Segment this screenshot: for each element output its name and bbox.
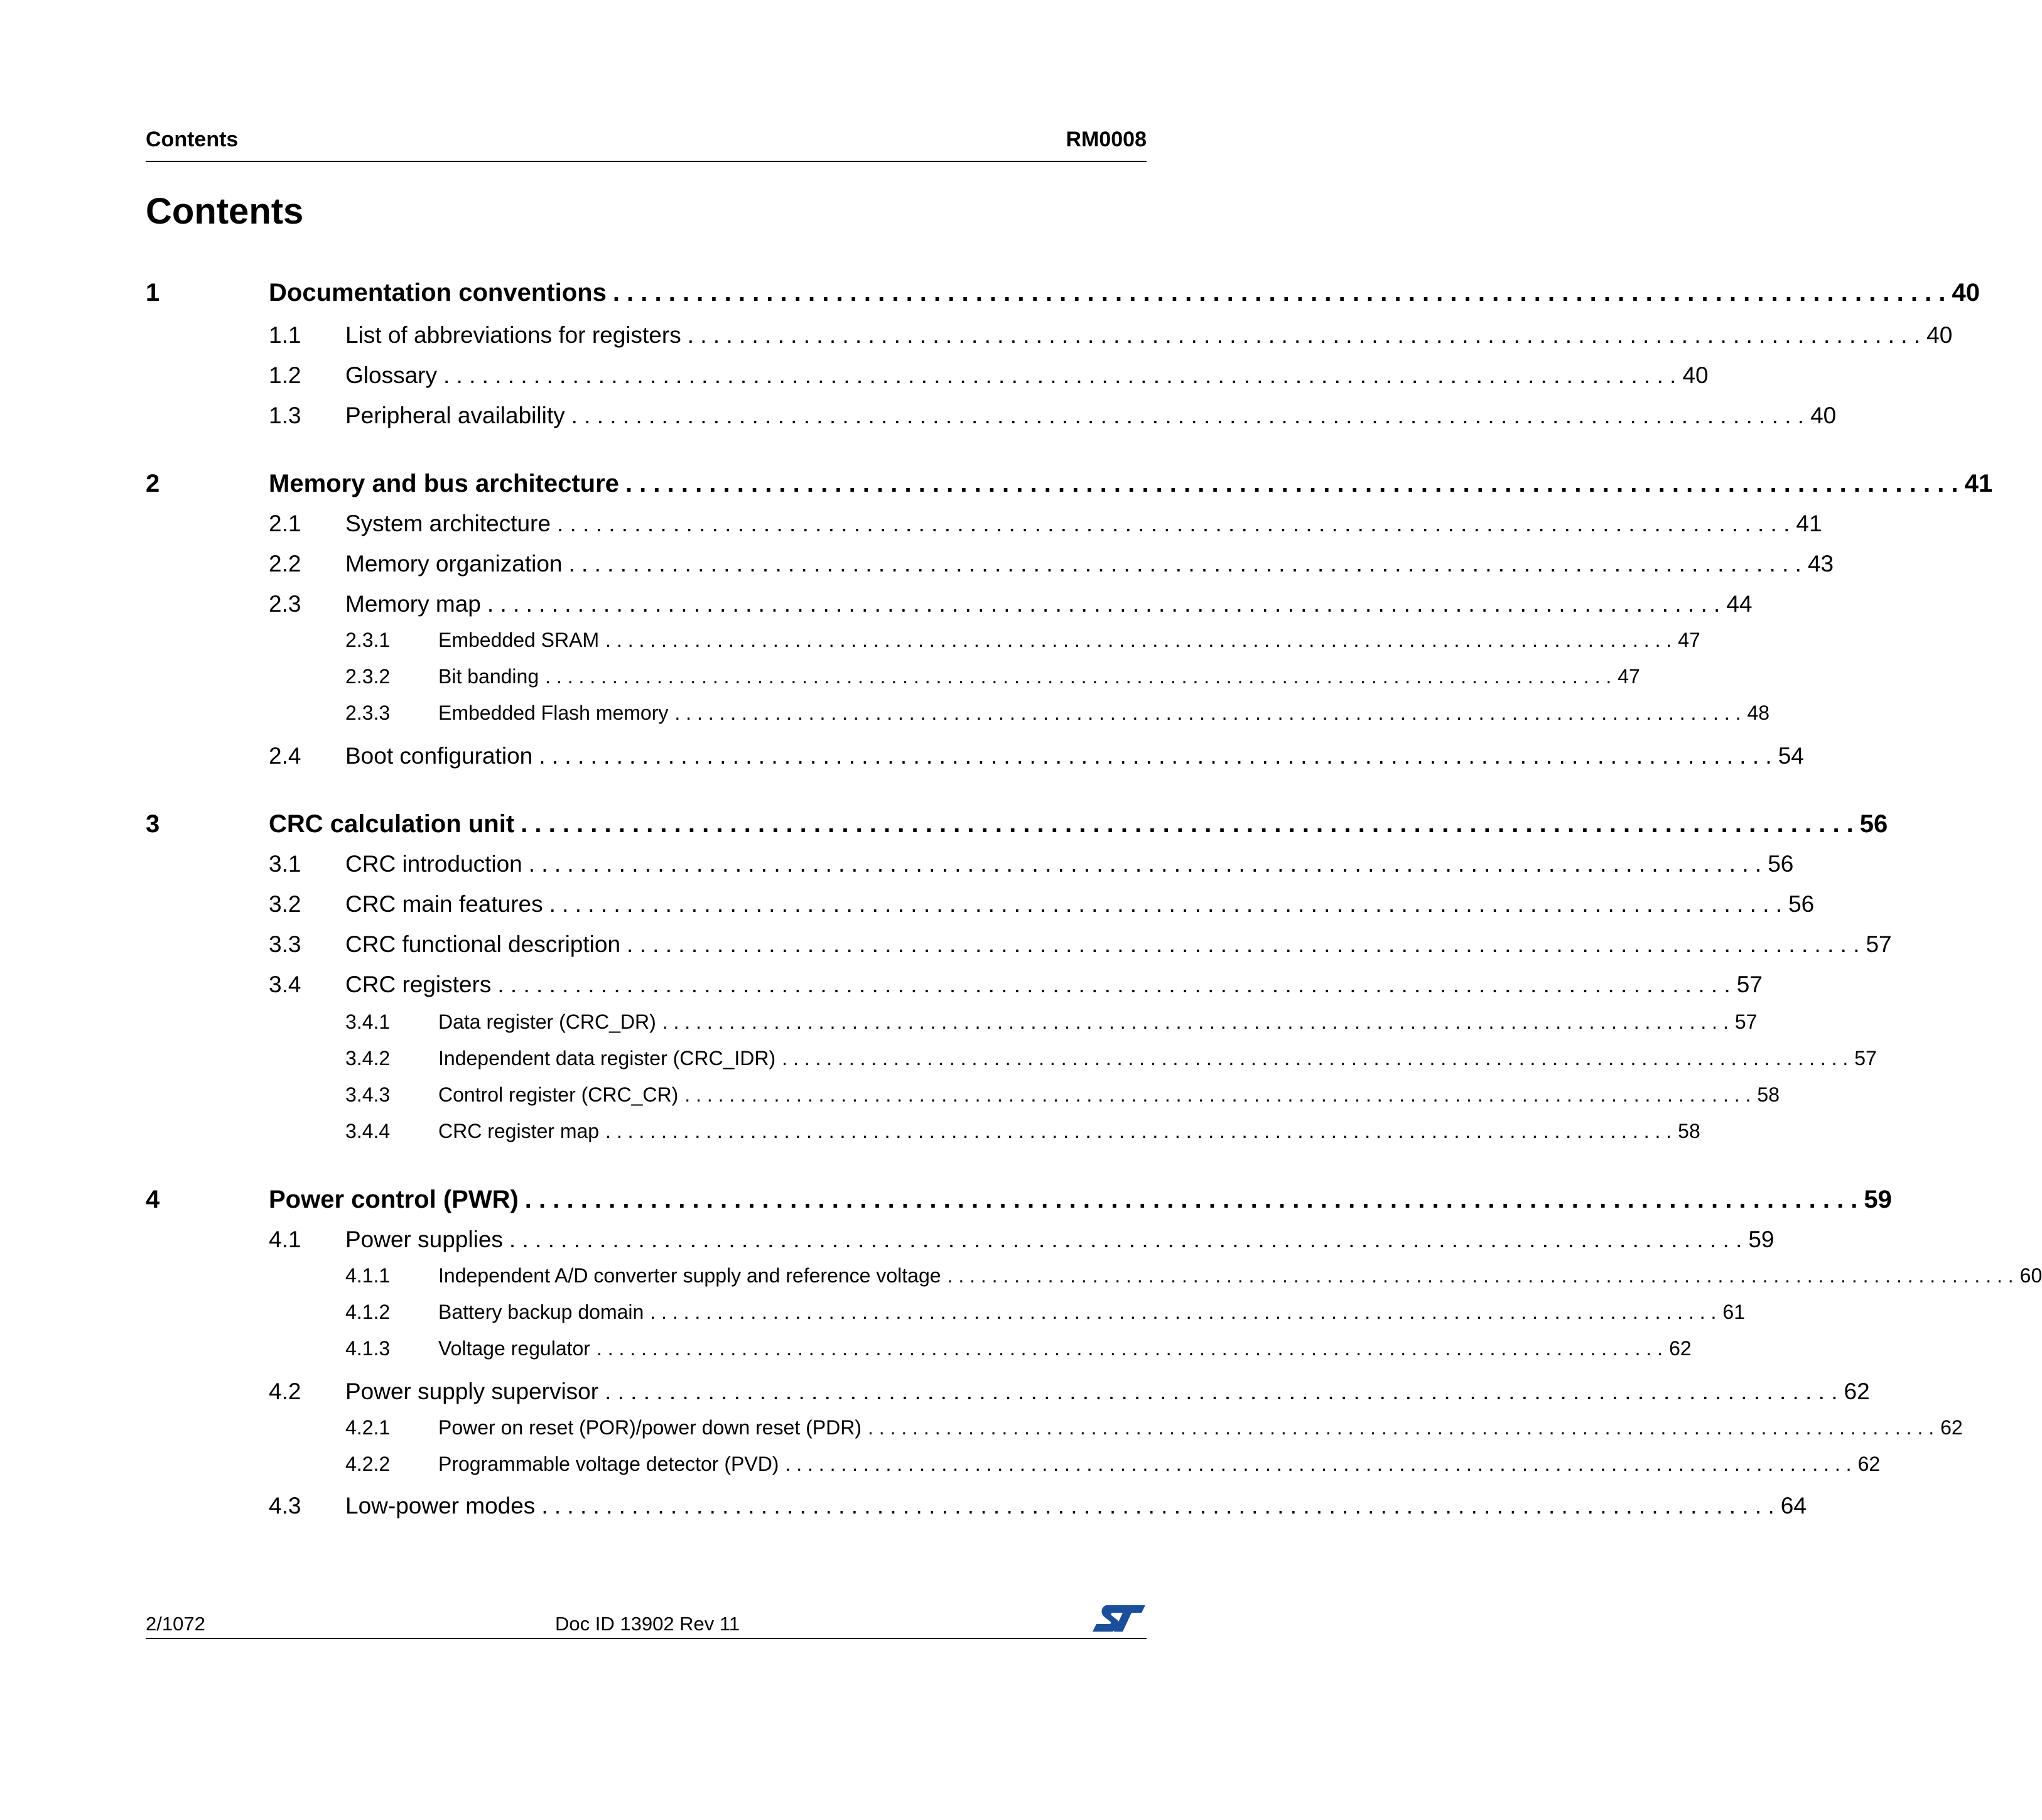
toc-entry-line bbox=[438, 1118, 1700, 1144]
toc-entry[interactable] bbox=[146, 276, 1980, 309]
toc-entry-line bbox=[438, 1299, 1745, 1325]
toc-entry[interactable] bbox=[146, 970, 1763, 1000]
toc-entry[interactable] bbox=[146, 509, 1822, 539]
toc-entry-line bbox=[345, 1225, 1775, 1255]
dot-leader: . . . . . . . . . . . . . . . . . . . . . . . . . . . . . . . . . . . . . . . . . . . . . . . . . . . . . . . . . . . . . . . . . . . . . . . . . . . . . . . . . . . . . . . . . . . . . . . . bbox=[549, 891, 1783, 917]
toc-entry-title: Independent data register (CRC_IDR) bbox=[438, 1047, 776, 1070]
toc-entry-page: 41 bbox=[1964, 470, 1993, 497]
toc-entry-number: 3.2 bbox=[269, 891, 301, 917]
dot-leader: . . . . . . . . . . . . . . . . . . . . . . . . . . . . . . . . . . . . . . . . . . . . . . . . . . . . . . . . . . . . . . . . . . . . . . . . . . . . . . . . . . . . . . . . . . . . . . . . bbox=[568, 551, 1802, 577]
toc-entry-title: Documentation conventions bbox=[269, 279, 607, 306]
toc-entry-title: Programmable voltage detector (PVD) bbox=[438, 1453, 779, 1475]
toc-entry-line bbox=[269, 808, 1888, 840]
toc-entry-page: 62 bbox=[1940, 1416, 1963, 1439]
toc-entry-line bbox=[269, 1183, 1892, 1216]
toc-entry-number: 3.4.3 bbox=[345, 1083, 391, 1106]
toc-entry-line bbox=[345, 1377, 1870, 1407]
toc-entry-line bbox=[438, 1009, 1758, 1035]
toc-entry-page: 57 bbox=[1736, 972, 1763, 997]
toc-entry-title: System architecture bbox=[345, 511, 551, 536]
toc-entry-page: 43 bbox=[1807, 551, 1834, 577]
dot-leader: . . . . . . . . . . . . . . . . . . . . . . . . . . . . . . . . . . . . . . . . . . . . . . . . . . . . . . . . . . . . . . . . . . . . . . . . . . . . . . . . . . . . . . . . . . . . . . . . bbox=[684, 1083, 1751, 1106]
toc-entry-page: 48 bbox=[1747, 701, 1770, 724]
toc-entry-line bbox=[345, 1491, 1807, 1521]
toc-entry-line bbox=[345, 360, 1709, 391]
toc-entry[interactable] bbox=[146, 1451, 1881, 1477]
toc-entry-line bbox=[345, 589, 1753, 619]
toc-entry-number: 2.2 bbox=[269, 551, 301, 577]
toc-entry-title: Power supplies bbox=[345, 1227, 503, 1252]
toc-entry-title: Voltage regulator bbox=[438, 1337, 590, 1360]
footer-rule bbox=[146, 1638, 1147, 1639]
toc-entry-title: Power supply supervisor bbox=[345, 1379, 599, 1404]
toc-entry-number: 4.2.1 bbox=[345, 1416, 391, 1439]
toc-entry-number: 4.1.2 bbox=[345, 1301, 391, 1323]
toc-entry-page: 61 bbox=[1722, 1301, 1745, 1323]
dot-leader: . . . . . . . . . . . . . . . . . . . . . . . . . . . . . . . . . . . . . . . . . . . . . . . . . . . . . . . . . . . . . . . . . . . . . . . . . . . . . . . . . . . . . . . . . . . . . . . . bbox=[524, 1186, 1858, 1213]
toc-entry-title: Boot configuration bbox=[345, 743, 533, 769]
toc-entry-number: 2 bbox=[146, 470, 160, 497]
toc-entry-number: 4.1.3 bbox=[345, 1337, 391, 1360]
st-logo-icon bbox=[1093, 1600, 1145, 1633]
toc-entry-line bbox=[269, 276, 1980, 309]
toc-entry-number: 2.3.1 bbox=[345, 629, 391, 651]
toc-entry[interactable] bbox=[146, 1045, 1877, 1071]
toc-entry-title: List of abbreviations for registers bbox=[345, 322, 681, 348]
toc-entry-number: 2.3.2 bbox=[345, 665, 391, 688]
toc-entry-page: 57 bbox=[1854, 1047, 1877, 1070]
toc-entry-line bbox=[438, 1414, 1963, 1441]
toc-entry-line bbox=[345, 320, 1953, 350]
toc-entry[interactable] bbox=[146, 1225, 1775, 1255]
toc-entry-page: 60 bbox=[2019, 1264, 2042, 1287]
dot-leader: . . . . . . . . . . . . . . . . . . . . . . . . . . . . . . . . . . . . . . . . . . . . . . . . . . . . . . . . . . . . . . . . . . . . . . . . . . . . . . . . . . . . . . . . . . . . . . . . bbox=[612, 279, 1946, 306]
toc-entry-number: 1.1 bbox=[269, 322, 301, 348]
toc-entry-number: 4.2 bbox=[269, 1379, 301, 1404]
toc-entry[interactable] bbox=[146, 1262, 2042, 1289]
toc-entry-title: Memory map bbox=[345, 591, 481, 617]
toc-entry-title: Memory organization bbox=[345, 551, 563, 577]
toc-entry-title: Power on reset (POR)/power down reset (PDR) bbox=[438, 1416, 862, 1439]
toc-entry-title: CRC introduction bbox=[345, 851, 522, 877]
toc-entry[interactable] bbox=[146, 401, 1837, 431]
toc-entry[interactable] bbox=[146, 1118, 1700, 1144]
toc-entry[interactable] bbox=[146, 889, 1815, 919]
toc-entry-title: Embedded Flash memory bbox=[438, 701, 669, 724]
toc-entry-page: 41 bbox=[1796, 511, 1822, 536]
toc-entry-number: 3.4.1 bbox=[345, 1010, 391, 1033]
toc-entry-number: 2.1 bbox=[269, 511, 301, 536]
toc-entry[interactable] bbox=[146, 1414, 1963, 1441]
toc-entry[interactable] bbox=[146, 1009, 1758, 1035]
toc-entry-page: 40 bbox=[1926, 322, 1953, 348]
toc-entry[interactable] bbox=[146, 589, 1753, 619]
toc-entry-line bbox=[345, 849, 1794, 879]
toc-entry[interactable] bbox=[146, 549, 1834, 579]
toc-entry-title: Battery backup domain bbox=[438, 1301, 644, 1323]
toc-entry[interactable] bbox=[146, 849, 1794, 879]
toc-entry-line bbox=[438, 1262, 2042, 1289]
dot-leader: . . . . . . . . . . . . . . . . . . . . . . . . . . . . . . . . . . . . . . . . . . . . . . . . . . . . . . . . . . . . . . . . . . . . . . . . . . . . . . . . . . . . . . . . . . . . . . . . bbox=[605, 1379, 1838, 1404]
dot-leader: . . . . . . . . . . . . . . . . . . . . . . . . . . . . . . . . . . . . . . . . . . . . . . . . . . . . . . . . . . . . . . . . . . . . . . . . . . . . . . . . . . . . . . . . . . . . . . . . bbox=[509, 1227, 1742, 1252]
toc-entry-number: 3.4.2 bbox=[345, 1047, 391, 1070]
toc-entry-line bbox=[269, 467, 1993, 500]
toc-entry[interactable] bbox=[146, 700, 1770, 726]
toc-entry-number: 4.1 bbox=[269, 1227, 301, 1252]
dot-leader: . . . . . . . . . . . . . . . . . . . . . . . . . . . . . . . . . . . . . . . . . . . . . . . . . . . . . . . . . . . . . . . . . . . . . . . . . . . . . . . . . . . . . . . . . . . . . . . . bbox=[521, 810, 1854, 838]
toc-entry[interactable] bbox=[146, 1299, 1745, 1325]
footer-doc-id: Doc ID 13902 Rev 11 bbox=[555, 1613, 740, 1635]
toc-entry-page: 62 bbox=[1844, 1379, 1870, 1404]
dot-leader: . . . . . . . . . . . . . . . . . . . . . . . . . . . . . . . . . . . . . . . . . . . . . . . . . . . . . . . . . . . . . . . . . . . . . . . . . . . . . . . . . . . . . . . . . . . . . . . . bbox=[605, 1120, 1672, 1142]
dot-leader: . . . . . . . . . . . . . . . . . . . . . . . . . . . . . . . . . . . . . . . . . . . . . . . . . . . . . . . . . . . . . . . . . . . . . . . . . . . . . . . . . . . . . . . . . . . . . . . . bbox=[571, 403, 1805, 428]
toc-entry-line bbox=[345, 889, 1815, 919]
toc-entry-page: 59 bbox=[1748, 1227, 1775, 1252]
toc-entry-title: CRC functional description bbox=[345, 931, 621, 957]
toc-entry-page: 57 bbox=[1734, 1010, 1758, 1033]
toc-entry-number: 3.4.4 bbox=[345, 1120, 391, 1142]
toc-entry[interactable] bbox=[146, 663, 1640, 690]
toc-entry-title: Power control (PWR) bbox=[269, 1186, 519, 1213]
toc-entry-title: Low-power modes bbox=[345, 1493, 536, 1519]
toc-entry-title: Peripheral availability bbox=[345, 403, 565, 428]
toc-entry[interactable] bbox=[146, 741, 1804, 771]
toc-entry-title: Data register (CRC_DR) bbox=[438, 1010, 656, 1033]
toc-entry[interactable] bbox=[146, 1491, 1807, 1521]
toc-entry[interactable] bbox=[146, 1377, 1870, 1407]
toc-entry-title: Bit banding bbox=[438, 665, 539, 688]
dot-leader: . . . . . . . . . . . . . . . . . . . . . . . . . . . . . . . . . . . . . . . . . . . . . . . . . . . . . . . . . . . . . . . . . . . . . . . . . . . . . . . . . . . . . . . . . . . . . . . . bbox=[596, 1337, 1663, 1360]
toc-entry-page: 40 bbox=[1810, 403, 1837, 428]
dot-leader: . . . . . . . . . . . . . . . . . . . . . . . . . . . . . . . . . . . . . . . . . . . . . . . . . . . . . . . . . . . . . . . . . . . . . . . . . . . . . . . . . . . . . . . . . . . . . . . . bbox=[674, 701, 1741, 724]
toc-entry-number: 3.1 bbox=[269, 851, 301, 877]
dot-leader: . . . . . . . . . . . . . . . . . . . . . . . . . . . . . . . . . . . . . . . . . . . . . . . . . . . . . . . . . . . . . . . . . . . . . . . . . . . . . . . . . . . . . . . . . . . . . . . . bbox=[947, 1264, 2014, 1287]
toc-entry-page: 64 bbox=[1780, 1493, 1807, 1519]
toc-entry-number: 1.3 bbox=[269, 403, 301, 428]
toc-entry[interactable] bbox=[146, 320, 1953, 350]
dot-leader: . . . . . . . . . . . . . . . . . . . . . . . . . . . . . . . . . . . . . . . . . . . . . . . . . . . . . . . . . . . . . . . . . . . . . . . . . . . . . . . . . . . . . . . . . . . . . . . . bbox=[782, 1047, 1849, 1070]
toc-entry-title: CRC register map bbox=[438, 1120, 600, 1142]
toc-entry-number: 3 bbox=[146, 810, 160, 838]
toc-entry-number: 4 bbox=[146, 1186, 160, 1213]
dot-leader: . . . . . . . . . . . . . . . . . . . . . . . . . . . . . . . . . . . . . . . . . . . . . . . . . . . . . . . . . . . . . . . . . . . . . . . . . . . . . . . . . . . . . . . . . . . . . . . . bbox=[497, 972, 1731, 997]
toc-entry[interactable] bbox=[146, 360, 1709, 391]
dot-leader: . . . . . . . . . . . . . . . . . . . . . . . . . . . . . . . . . . . . . . . . . . . . . . . . . . . . . . . . . . . . . . . . . . . . . . . . . . . . . . . . . . . . . . . . . . . . . . . . bbox=[556, 511, 1790, 536]
toc-entry-line bbox=[438, 1045, 1877, 1071]
toc-entry-page: 40 bbox=[1682, 362, 1709, 388]
toc-entry[interactable] bbox=[146, 808, 1888, 840]
dot-leader: . . . . . . . . . . . . . . . . . . . . . . . . . . . . . . . . . . . . . . . . . . . . . . . . . . . . . . . . . . . . . . . . . . . . . . . . . . . . . . . . . . . . . . . . . . . . . . . . bbox=[868, 1416, 1935, 1439]
toc-entry-number: 3.3 bbox=[269, 931, 301, 957]
dot-leader: . . . . . . . . . . . . . . . . . . . . . . . . . . . . . . . . . . . . . . . . . . . . . . . . . . . . . . . . . . . . . . . . . . . . . . . . . . . . . . . . . . . . . . . . . . . . . . . . bbox=[487, 591, 1721, 617]
toc-entry-page: 58 bbox=[1757, 1083, 1780, 1106]
toc-entry-line bbox=[345, 401, 1837, 431]
toc-entry-page: 56 bbox=[1788, 891, 1815, 917]
toc-entry[interactable] bbox=[146, 467, 1993, 500]
dot-leader: . . . . . . . . . . . . . . . . . . . . . . . . . . . . . . . . . . . . . . . . . . . . . . . . . . . . . . . . . . . . . . . . . . . . . . . . . . . . . . . . . . . . . . . . . . . . . . . . bbox=[443, 362, 1677, 388]
toc-entry-line bbox=[345, 970, 1763, 1000]
toc-entry-line bbox=[345, 929, 1892, 960]
toc-entry-title: CRC main features bbox=[345, 891, 543, 917]
toc-entry-line bbox=[438, 1451, 1881, 1477]
dot-leader: . . . . . . . . . . . . . . . . . . . . . . . . . . . . . . . . . . . . . . . . . . . . . . . . . . . . . . . . . . . . . . . . . . . . . . . . . . . . . . . . . . . . . . . . . . . . . . . . bbox=[545, 665, 1612, 688]
toc-entry-number: 1 bbox=[146, 279, 160, 306]
dot-leader: . . . . . . . . . . . . . . . . . . . . . . . . . . . . . . . . . . . . . . . . . . . . . . . . . . . . . . . . . . . . . . . . . . . . . . . . . . . . . . . . . . . . . . . . . . . . . . . . bbox=[627, 931, 1860, 957]
header-section-title: Contents bbox=[146, 127, 239, 151]
dot-leader: . . . . . . . . . . . . . . . . . . . . . . . . . . . . . . . . . . . . . . . . . . . . . . . . . . . . . . . . . . . . . . . . . . . . . . . . . . . . . . . . . . . . . . . . . . . . . . . . bbox=[541, 1493, 1775, 1519]
toc-entry-title: Independent A/D converter supply and reference voltage bbox=[438, 1264, 941, 1287]
toc-entry-page: 40 bbox=[1952, 279, 1980, 306]
toc-entry-page: 47 bbox=[1678, 629, 1700, 651]
dot-leader: . . . . . . . . . . . . . . . . . . . . . . . . . . . . . . . . . . . . . . . . . . . . . . . . . . . . . . . . . . . . . . . . . . . . . . . . . . . . . . . . . . . . . . . . . . . . . . . . bbox=[625, 470, 1958, 497]
toc-entry-page: 58 bbox=[1678, 1120, 1700, 1142]
toc-entry-number: 4.2.2 bbox=[345, 1453, 391, 1475]
dot-leader: . . . . . . . . . . . . . . . . . . . . . . . . . . . . . . . . . . . . . . . . . . . . . . . . . . . . . . . . . . . . . . . . . . . . . . . . . . . . . . . . . . . . . . . . . . . . . . . . bbox=[650, 1301, 1717, 1323]
toc-entry-title: Control register (CRC_CR) bbox=[438, 1083, 679, 1106]
toc-entry[interactable] bbox=[146, 1335, 1692, 1362]
toc-entry-title: Embedded SRAM bbox=[438, 629, 600, 651]
toc-entry-title: CRC calculation unit bbox=[269, 810, 515, 838]
toc-entry-line bbox=[438, 1081, 1780, 1108]
toc-entry-line bbox=[438, 1335, 1692, 1362]
toc-entry-line bbox=[438, 663, 1640, 690]
toc-entry-line bbox=[438, 627, 1700, 653]
toc-entry[interactable] bbox=[146, 929, 1892, 960]
toc-entry[interactable] bbox=[146, 627, 1700, 653]
toc-entry-number: 4.3 bbox=[269, 1493, 301, 1519]
toc-entry-number: 4.1.1 bbox=[345, 1264, 391, 1287]
toc-entry[interactable] bbox=[146, 1183, 1892, 1216]
toc-entry-line bbox=[345, 549, 1834, 579]
header-rule bbox=[146, 161, 1147, 162]
toc-entry-line bbox=[345, 509, 1822, 539]
toc-entry-number: 2.4 bbox=[269, 743, 301, 769]
toc-entry-number: 3.4 bbox=[269, 972, 301, 997]
toc-entry-line bbox=[345, 741, 1804, 771]
toc-entry-page: 59 bbox=[1864, 1186, 1892, 1213]
dot-leader: . . . . . . . . . . . . . . . . . . . . . . . . . . . . . . . . . . . . . . . . . . . . . . . . . . . . . . . . . . . . . . . . . . . . . . . . . . . . . . . . . . . . . . . . . . . . . . . . bbox=[528, 851, 1762, 877]
toc-entry-page: 56 bbox=[1768, 851, 1794, 877]
toc-entry-page: 47 bbox=[1618, 665, 1640, 688]
toc-entry-page: 57 bbox=[1866, 931, 1892, 957]
toc-entry-number: 1.2 bbox=[269, 362, 301, 388]
toc-entry-page: 62 bbox=[1857, 1453, 1881, 1475]
toc-entry-title: Glossary bbox=[345, 362, 437, 388]
toc-entry-page: 54 bbox=[1778, 743, 1804, 769]
toc-entry-number: 2.3 bbox=[269, 591, 301, 617]
toc-entry-line bbox=[438, 700, 1770, 726]
toc-entry-page: 56 bbox=[1859, 810, 1888, 838]
toc-entry-title: Memory and bus architecture bbox=[269, 470, 619, 497]
page-title: Contents bbox=[146, 191, 304, 232]
dot-leader: . . . . . . . . . . . . . . . . . . . . . . . . . . . . . . . . . . . . . . . . . . . . . . . . . . . . . . . . . . . . . . . . . . . . . . . . . . . . . . . . . . . . . . . . . . . . . . . . bbox=[687, 322, 1921, 348]
toc-entry-page: 44 bbox=[1726, 591, 1753, 617]
toc-entry[interactable] bbox=[146, 1081, 1780, 1108]
footer-page-number: 2/1072 bbox=[146, 1613, 205, 1635]
dot-leader: . . . . . . . . . . . . . . . . . . . . . . . . . . . . . . . . . . . . . . . . . . . . . . . . . . . . . . . . . . . . . . . . . . . . . . . . . . . . . . . . . . . . . . . . . . . . . . . . bbox=[539, 743, 1772, 769]
toc-entry-title: CRC registers bbox=[345, 972, 492, 997]
toc-entry-page: 62 bbox=[1669, 1337, 1692, 1360]
dot-leader: . . . . . . . . . . . . . . . . . . . . . . . . . . . . . . . . . . . . . . . . . . . . . . . . . . . . . . . . . . . . . . . . . . . . . . . . . . . . . . . . . . . . . . . . . . . . . . . . bbox=[785, 1453, 1852, 1475]
dot-leader: . . . . . . . . . . . . . . . . . . . . . . . . . . . . . . . . . . . . . . . . . . . . . . . . . . . . . . . . . . . . . . . . . . . . . . . . . . . . . . . . . . . . . . . . . . . . . . . . bbox=[662, 1010, 1729, 1033]
header-doc-code: RM0008 bbox=[1066, 127, 1147, 151]
toc-entry-number: 2.3.3 bbox=[345, 701, 391, 724]
dot-leader: . . . . . . . . . . . . . . . . . . . . . . . . . . . . . . . . . . . . . . . . . . . . . . . . . . . . . . . . . . . . . . . . . . . . . . . . . . . . . . . . . . . . . . . . . . . . . . . . bbox=[605, 629, 1672, 651]
